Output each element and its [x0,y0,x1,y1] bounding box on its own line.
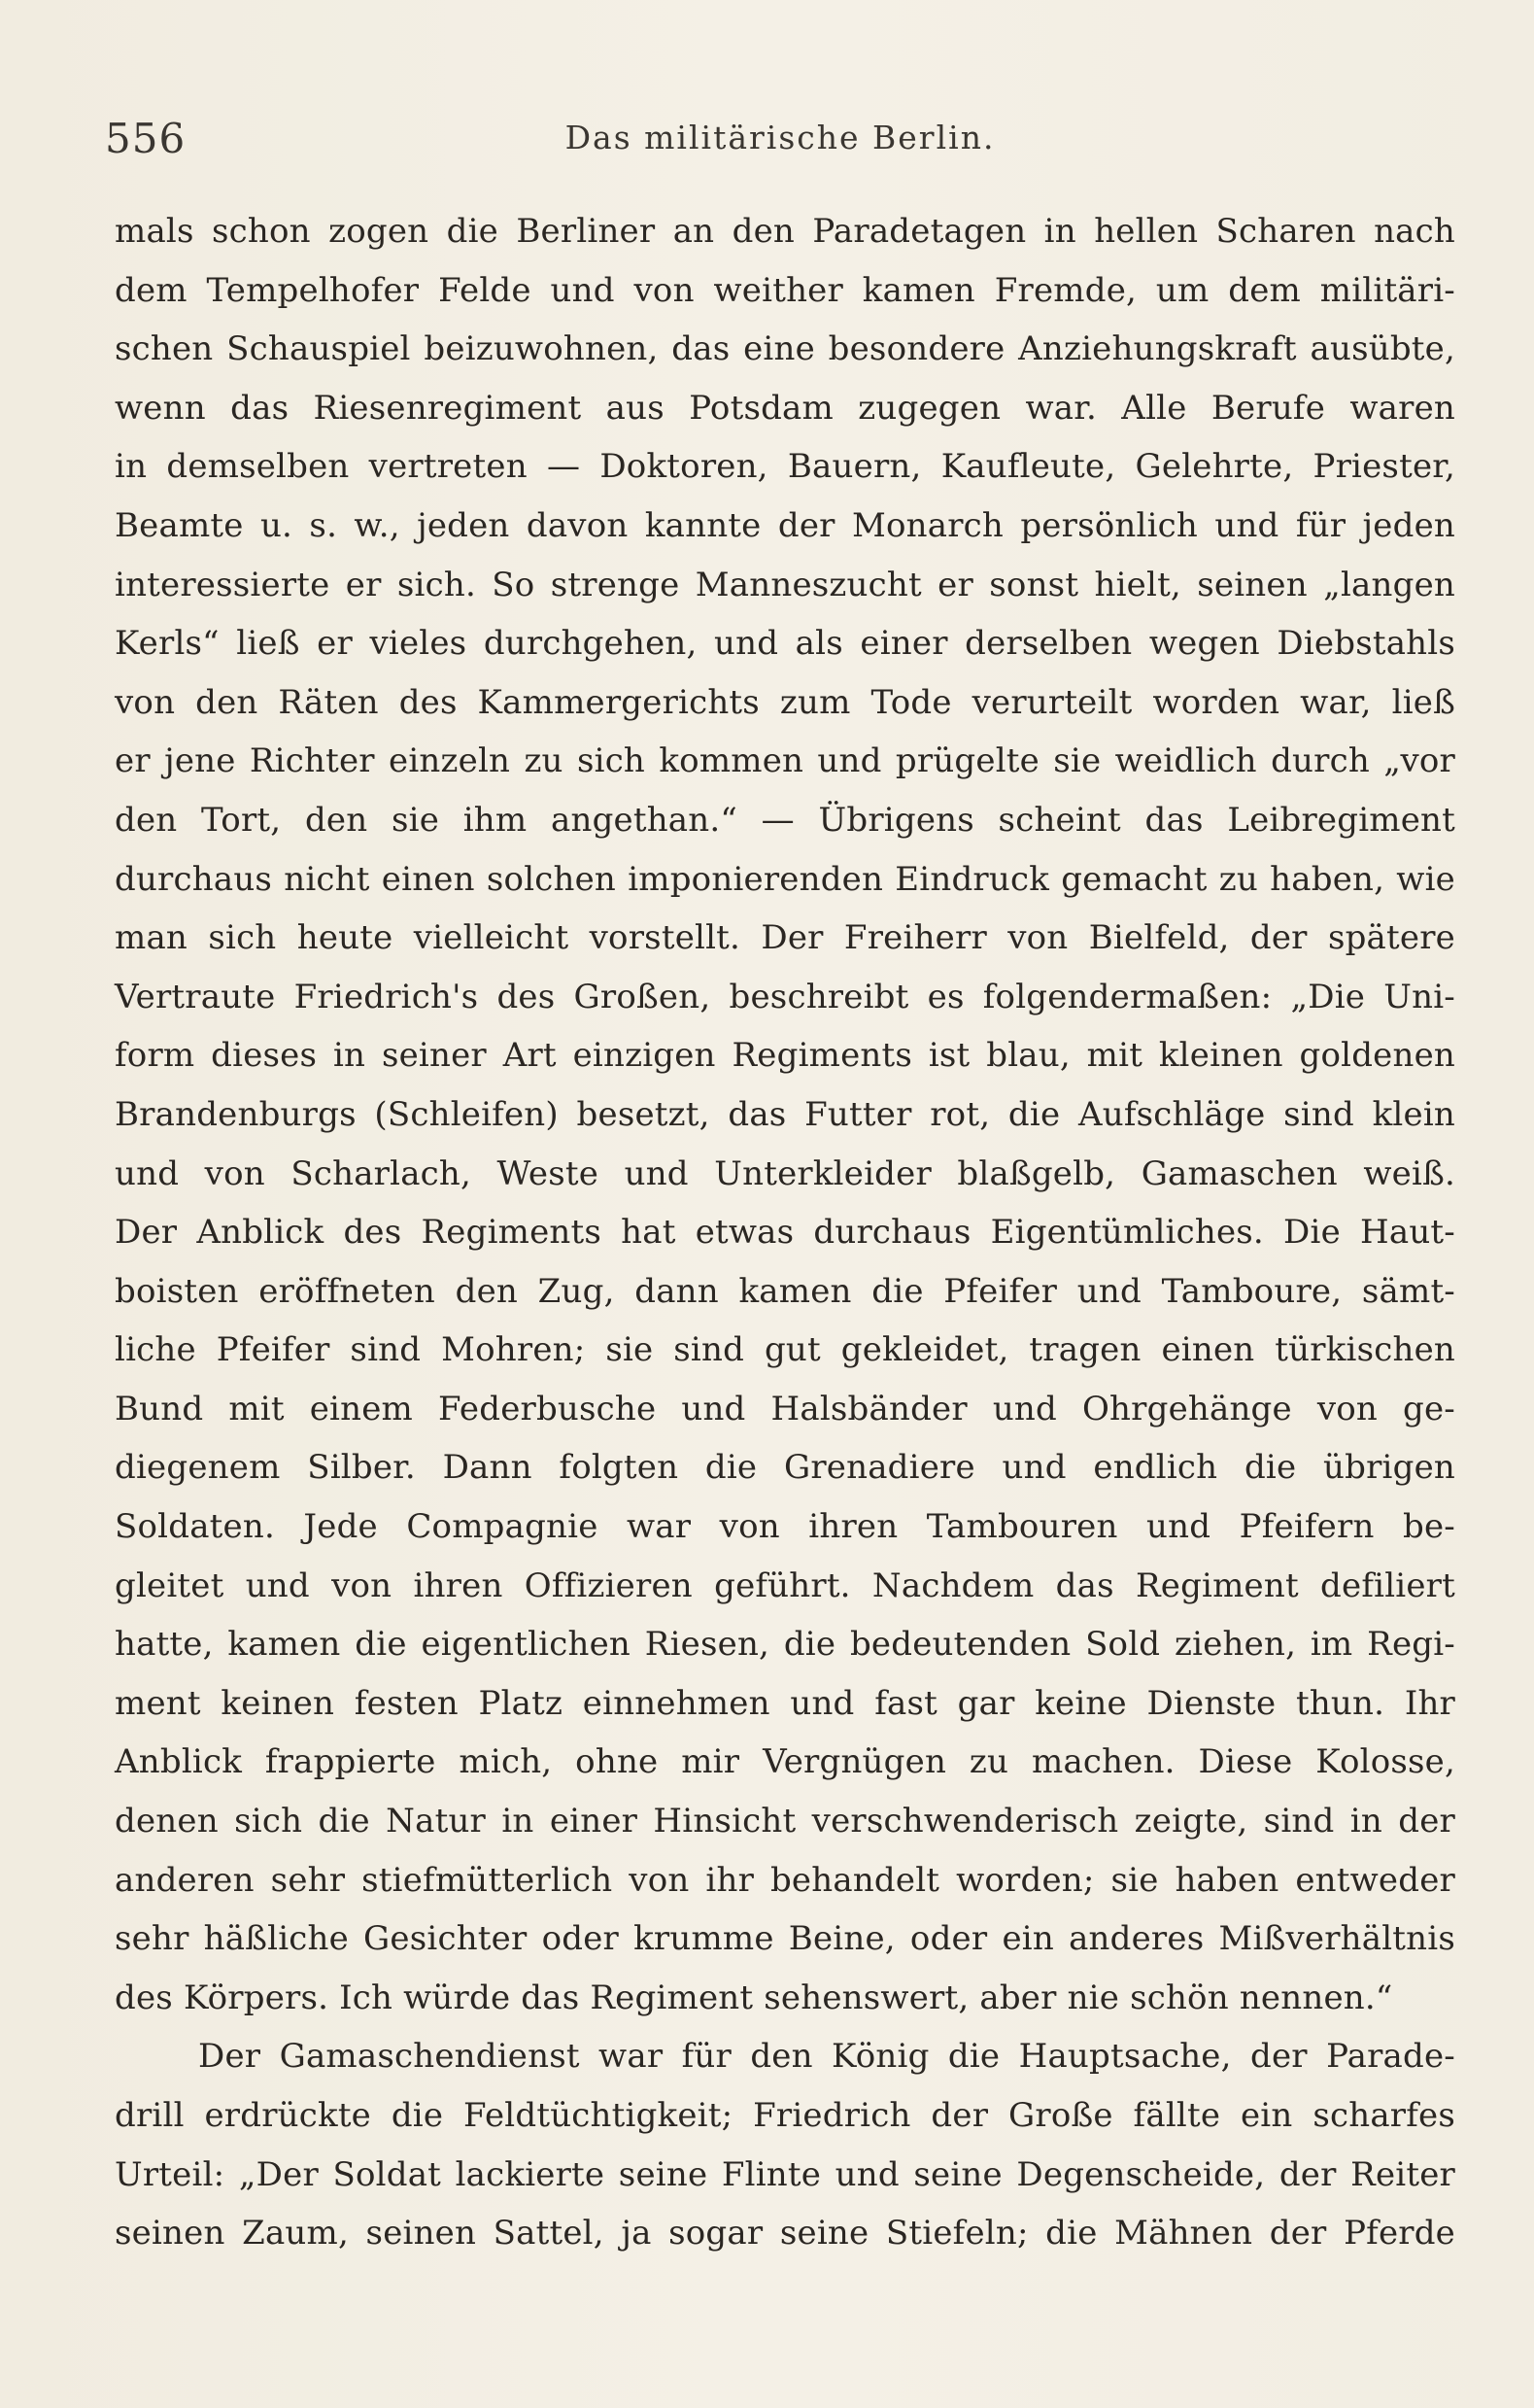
text-line: interessierte er sich. So strenge Manneszucht er sonst hielt, seinen „langen [115,565,1455,604]
running-head: Das militärische Berlin. [564,119,996,156]
text-line: seinen Zaum, seinen Sattel, ja sogar seine Stiefeln; die Mähnen der Pferde [115,2214,1455,2253]
text-line: anderen sehr stiefmütterlich von ihr behandelt worden; sie haben entweder [115,1860,1455,1900]
text-line: den Tort, den sie ihm angethan.“ — Übrigens scheint das Leibregiment [115,800,1455,840]
text-line: Urteil: „Der Soldat lackierte seine Flinte und seine Degenscheide, der Reiter [115,2154,1455,2194]
text-line: mals schon zogen die Berliner an den Paradetagen in hellen Scharen nach [115,212,1455,251]
text-line: Kerls“ ließ er vieles durchgehen, und als einer derselben wegen Diebstahls [115,624,1455,664]
text-line: Anblick frappierte mich, ohne mir Vergnügen zu machen. Diese Kolosse, [115,1742,1455,1782]
text-line: Vertraute Friedrich's des Großen, beschreibt es folgendermaßen: „Die Uni- [115,977,1455,1016]
text-line: Bund mit einem Federbusche und Halsbänder und Ohrgehänge von ge- [115,1389,1455,1428]
page-number: 556 [105,115,187,162]
text-line: wenn das Riesenregiment aus Potsdam zugegen war. Alle Berufe waren [115,388,1455,428]
text-line: diegenem Silber. Dann folgten die Grenadiere und endlich die übrigen [115,1448,1455,1488]
body-text [115,202,1455,2263]
text-line: hatte, kamen die eigentlichen Riesen, die bedeutenden Sold ziehen, im Regi- [115,1625,1455,1665]
text-line: Beamte u. s. w., jeden davon kannte der Monarch persönlich und für jeden [115,505,1455,545]
text-line: des Körpers. Ich würde das Regiment sehenswert, aber nie schön nennen.“ [115,1978,1393,2017]
text-line: denen sich die Natur in einer Hinsicht verschwenderisch zeigte, sind in der [115,1802,1455,1841]
text-line-paragraph-start: Der Gamaschendienst war für den König die Hauptsache, der Parade- [198,2037,1455,2077]
text-line: liche Pfeifer sind Mohren; sie sind gut gekleidet, tragen einen türkischen [115,1330,1455,1370]
text-line: schen Schauspiel beizuwohnen, das eine besondere Anziehungskraft ausübte, [115,329,1455,369]
page-header [105,115,1455,163]
text-line: Brandenburgs (Schleifen) besetzt, das Futter rot, die Aufschläge sind klein [115,1094,1455,1134]
text-line: ment keinen festen Platz einnehmen und fast gar keine Dienste thun. Ihr [115,1683,1455,1723]
text-line: sehr häßliche Gesichter oder krumme Beine, oder ein anderes Mißverhältnis [115,1919,1455,1959]
text-line: Soldaten. Jede Compagnie war von ihren Tambouren und Pfeifern be- [115,1507,1455,1547]
text-line: Der Anblick des Regiments hat etwas durchaus Eigentümliches. Die Haut- [115,1213,1455,1253]
text-line: dem Tempelhofer Felde und von weither kamen Fremde, um dem militäri- [115,270,1455,310]
text-line: form dieses in seiner Art einzigen Regiments ist blau, mit kleinen goldenen [115,1036,1455,1076]
text-line: von den Räten des Kammergerichts zum Tode verurteilt worden war, ließ [115,682,1455,722]
text-line: drill erdrückte die Feldtüchtigkeit; Friedrich der Große fällte ein scharfes [115,2096,1455,2135]
text-line: durchaus nicht einen solchen imponierenden Eindruck gemacht zu haben, wie [115,859,1455,899]
text-line: man sich heute vielleicht vorstellt. Der Freiherr von Bielfeld, der spätere [115,918,1455,958]
text-line: gleitet und von ihren Offizieren geführt. Nachdem das Regiment defiliert [115,1565,1455,1605]
text-line: boisten eröffneten den Zug, dann kamen die Pfeifer und Tamboure, sämt- [115,1271,1455,1311]
text-line: er jene Richter einzeln zu sich kommen und prügelte sie weidlich durch „vor [115,741,1455,781]
text-line: in demselben vertreten — Doktoren, Bauern, Kaufleute, Gelehrte, Priester, [115,447,1455,487]
text-line: und von Scharlach, Weste und Unterkleider blaßgelb, Gamaschen weiß. [115,1153,1455,1193]
